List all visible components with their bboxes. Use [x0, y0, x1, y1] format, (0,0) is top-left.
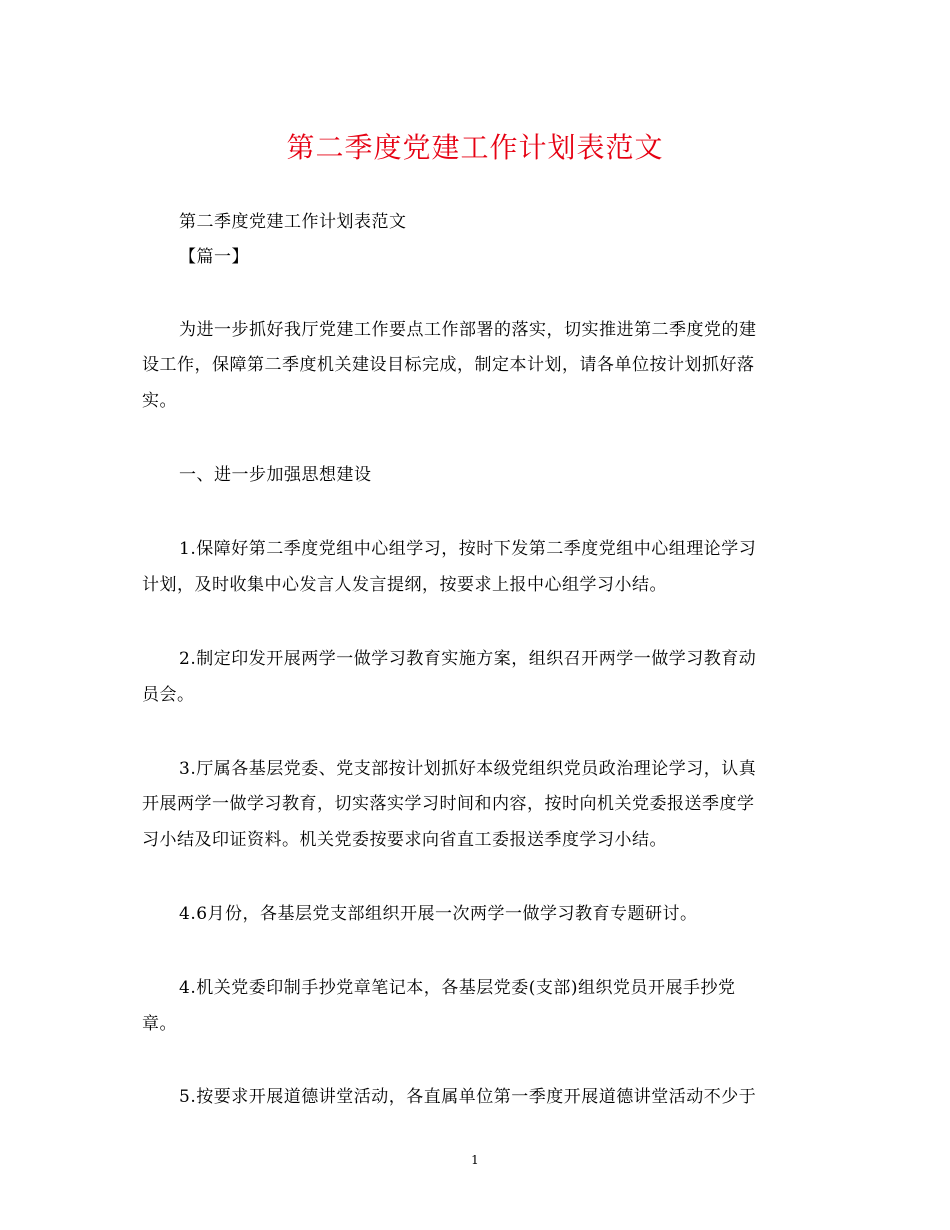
item2-line-2: 员会。 [142, 685, 195, 705]
document-title: 第二季度党建工作计划表范文 [286, 131, 664, 164]
item3-line-1: 3.厅属各基层党委、党支部按计划抓好本级党组织党员政治理论学习，认真 [179, 759, 757, 779]
item1-line-1: 1.保障好第二季度党组中心组学习，按时下发第二季度党组中心组理论学习 [179, 539, 757, 559]
intro-line-2: 设工作，保障第二季度机关建设目标完成，制定本计划，请各单位按计划抓好落 [142, 355, 755, 375]
item3-line-3: 习小结及印证资料。机关党委按要求向省直工委报送季度学习小结。 [142, 830, 667, 850]
item4b-line-2: 章。 [142, 1014, 177, 1034]
item4a-line-1: 4.6月份，各基层党支部组织开展一次两学一做学习教育专题研讨。 [179, 904, 698, 924]
section-heading-1: 一、进一步加强思想建设 [179, 465, 372, 485]
section-marker: 【篇一】 [179, 247, 249, 267]
item5-line-1: 5.按要求开展道德讲堂活动，各直属单位第一季度开展道德讲堂活动不少于 [179, 1087, 757, 1107]
item3-line-2: 开展两学一做学习教育，切实落实学习时间和内容，按时向机关党委报送季度学 [142, 794, 755, 814]
item4b-line-1: 4.机关党委印制手抄党章笔记本，各基层党委(支部)组织党员开展手抄党 [179, 978, 736, 998]
item2-line-1: 2.制定印发开展两学一做学习教育实施方案，组织召开两学一做学习教育动 [179, 649, 757, 669]
intro-line-3: 实。 [142, 391, 177, 411]
intro-line-1: 为进一步抓好我厅党建工作要点工作部署的落实，切实推进第二季度党的建 [179, 320, 757, 340]
page-number: 1 [471, 1153, 479, 1167]
subtitle: 第二季度党建工作计划表范文 [179, 212, 407, 232]
item1-line-2: 计划，及时收集中心发言人发言提纲，按要求上报中心组学习小结。 [142, 575, 667, 595]
